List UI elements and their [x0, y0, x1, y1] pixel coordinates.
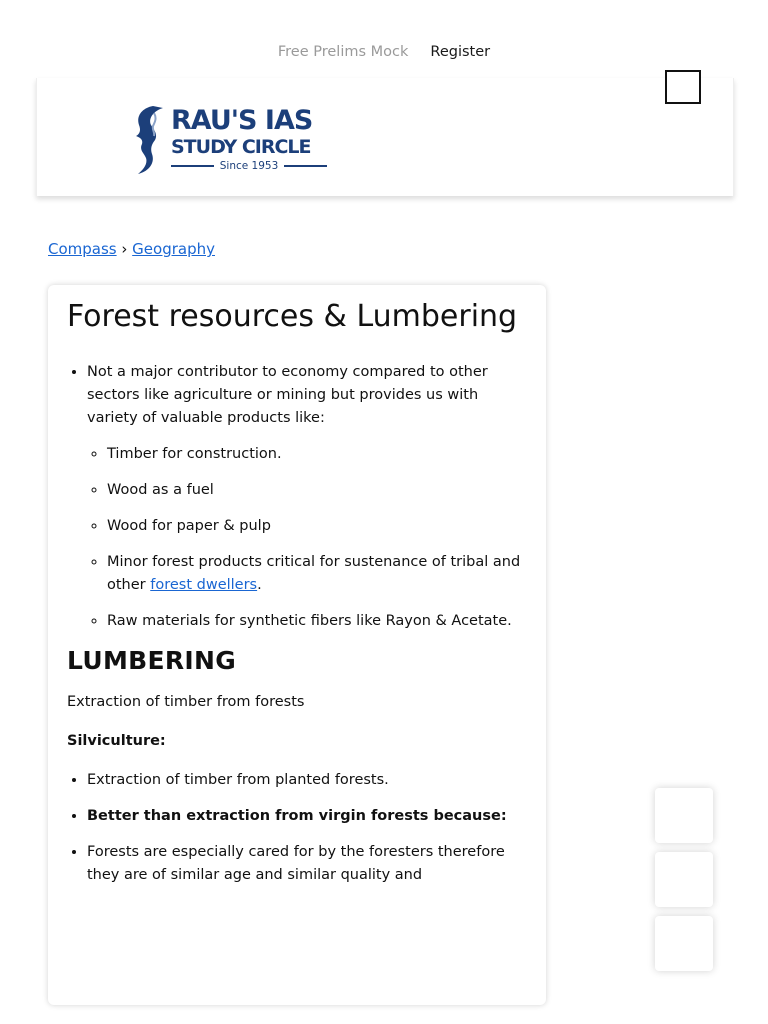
minor-prefix: Minor forest products critical for sustenance of tribal and other [107, 554, 521, 593]
silviculture-label: Silviculture: [67, 733, 166, 749]
free-prelims-mock-link[interactable]: Free Prelims Mock [277, 44, 409, 60]
list-item [107, 551, 526, 597]
breadcrumb-geography[interactable]: Geography [132, 240, 215, 258]
page-title: Forest resources & Lumbering [67, 299, 518, 334]
site-header [36, 78, 734, 196]
list-item: ◦ Wood as a fuel [107, 479, 526, 502]
article-card [48, 285, 546, 1005]
breadcrumb-compass[interactable]: Compass [48, 240, 117, 258]
list-item [87, 361, 526, 633]
lumbering-definition: Extraction of timber from forests [67, 694, 305, 710]
breadcrumb-separator: › [121, 240, 128, 258]
list-item: • Better than extraction from virgin forests because: [87, 805, 526, 828]
profile-silhouette-icon [133, 104, 167, 176]
top-bar [0, 44, 768, 60]
register-link[interactable]: Register [430, 44, 491, 60]
products-list [87, 443, 526, 633]
logo-since-row [171, 160, 327, 172]
menu-toggle-button[interactable] [665, 70, 701, 104]
logo-divider [171, 165, 214, 167]
breadcrumb [48, 240, 215, 258]
intro-list [67, 361, 526, 633]
silviculture-list [67, 769, 526, 887]
forest-dwellers-link[interactable]: forest dwellers [150, 577, 258, 593]
logo-since: Since 1953 [219, 160, 279, 172]
lumbering-heading: LUMBERING [67, 646, 237, 675]
list-item: • Forests are especially cared for by the foresters therefore they are of similar age and similar quality and [87, 841, 526, 887]
logo-divider [284, 165, 327, 167]
list-item: • Extraction of timber from planted forests. [87, 769, 526, 792]
list-item: ◦ Raw materials for synthetic fibers like Rayon & Acetate. [107, 610, 526, 633]
list-item: ◦ Timber for construction. [107, 443, 526, 466]
list-item: ◦ Wood for paper & pulp [107, 515, 526, 538]
minor-suffix: . [257, 577, 262, 593]
floating-action-button-3[interactable] [655, 916, 713, 971]
logo-line-1: RAU'S IAS [171, 105, 313, 136]
floating-action-button-1[interactable] [655, 788, 713, 843]
site-logo[interactable] [133, 104, 333, 176]
floating-action-button-2[interactable] [655, 852, 713, 907]
intro-text: Not a major contributor to economy compared to other sectors like agriculture or mining but provides us with variety of valuable products like: [87, 364, 488, 426]
logo-line-2: STUDY CIRCLE [171, 136, 311, 158]
